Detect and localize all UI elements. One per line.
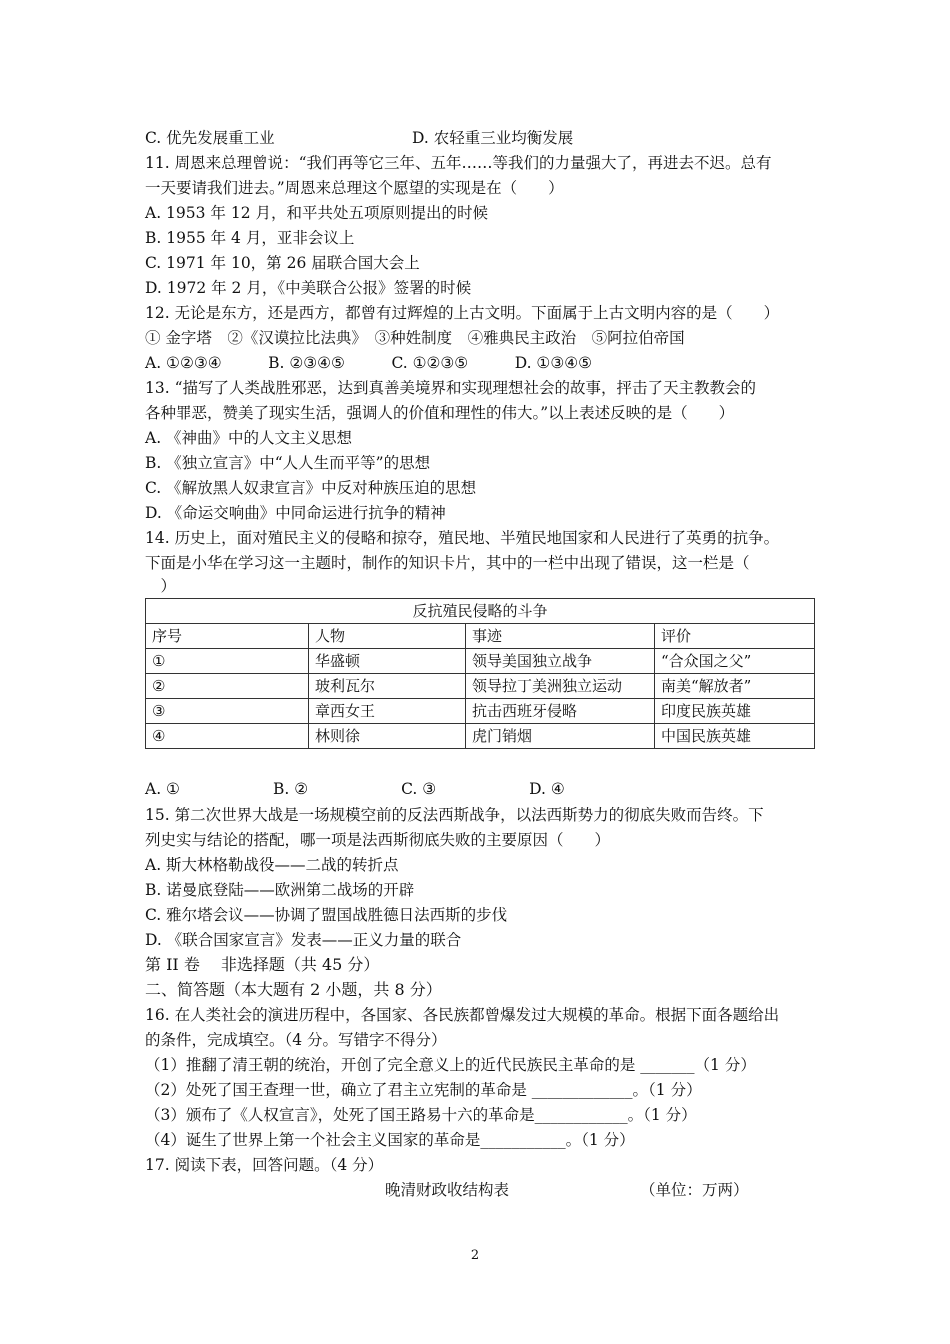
q14-stem-line3: ） xyxy=(145,577,177,595)
table-cell: 南美“解放者” xyxy=(655,674,815,699)
q13-option-d: D. 《命运交响曲》中同命运进行抗争的精神 xyxy=(145,504,446,522)
q17-unit: （单位：万两） xyxy=(640,1181,749,1199)
q16-item-3: （3）颁布了《人权宣言》，处死了国王路易十六的革命是____________。（1 分） xyxy=(145,1106,697,1124)
q15-stem-line2: 列史实与结论的搭配，哪一项是法西斯彻底失败的主要原因（ ） xyxy=(145,831,611,849)
table-cell: 虎门销烟 xyxy=(466,724,655,749)
q11-option-b: B. 1955 年 4 月，亚非会议上 xyxy=(145,229,355,247)
q12-items: ① 金字塔 ②《汉谟拉比法典》 ③种姓制度 ④雅典民主政治 ⑤阿拉伯帝国 xyxy=(145,329,685,347)
table-header-row xyxy=(146,624,815,649)
q14-stem-line1: 14. 历史上，面对殖民主义的侵略和掠夺，殖民地、半殖民地国家和人民进行了英勇的抗争。 xyxy=(145,529,780,547)
page-number: 2 xyxy=(470,1248,480,1263)
table-cell: “合众国之父” xyxy=(655,649,815,674)
table-cell: ② xyxy=(146,674,309,699)
q14-stem-line2: 下面是小华在学习这一主题时，制作的知识卡片，其中的一栏中出现了错误，这一栏是（ xyxy=(145,554,750,572)
q13-option-c: C. 《解放黑人奴隶宣言》中反对种族压迫的思想 xyxy=(145,479,477,497)
q11-option-d: D. 1972 年 2 月，《中美联合公报》签署的时候 xyxy=(145,279,472,297)
table-cell: ③ xyxy=(146,699,309,724)
q15-option-d: D. 《联合国家宣言》发表——正义力量的联合 xyxy=(145,931,462,949)
q15-stem-line1: 15. 第二次世界大战是一场规模空前的反法西斯战争，以法西斯势力的彻底失败而告终。下 xyxy=(145,806,764,824)
table-row xyxy=(146,724,815,749)
q13-option-b: B. 《独立宣言》中“人人生而平等”的思想 xyxy=(145,454,431,472)
q11-stem-line1: 11. 周恩来总理曾说：“我们再等它三年、五年……等我们的力量强大了，再进去不迟。总有 xyxy=(145,154,772,172)
q16-item-2: （2）处死了国王查理一世，确立了君主立宪制的革命是 _____________。（1 分） xyxy=(145,1081,702,1099)
table-row xyxy=(146,699,815,724)
table-cell: 领导拉丁美洲独立运动 xyxy=(466,674,655,699)
q16-stem-line2: 的条件，完成填空。（4 分。写错字不得分） xyxy=(145,1031,447,1049)
table-cell: 抗击西班牙侵略 xyxy=(466,699,655,724)
header-cell: 人物 xyxy=(309,624,466,649)
q12-options: A. ①②③④ B. ②③④⑤ C. ①②③⑤ D. ①③④⑤ xyxy=(145,354,593,372)
table-cell: ① xyxy=(146,649,309,674)
q11-option-a: A. 1953 年 12 月，和平共处五项原则提出的时候 xyxy=(145,204,488,222)
q15-option-a: A. 斯大林格勒战役——二战的转折点 xyxy=(145,856,399,874)
q16-item-1: （1）推翻了清王朝的统治，开创了完全意义上的近代民族民主革命的是 _______（1 分） xyxy=(145,1056,756,1074)
table-cell: ④ xyxy=(146,724,309,749)
q15-option-b: B. 诺曼底登陆——欧洲第二战场的开辟 xyxy=(145,881,415,899)
q14-options: A. ① B. ② C. ③ D. ④ xyxy=(145,780,565,798)
q13-stem-line1: 13. “描写了人类战胜邪恶，达到真善美境界和实现理想社会的故事，抨击了天主教教会的 xyxy=(145,379,757,397)
q16-stem-line1: 16. 在人类社会的演进历程中，各国家、各民族都曾爆发过大规模的革命。根据下面各题给出 xyxy=(145,1006,780,1024)
section-title: 第 II 卷 非选择题（共 45 分） xyxy=(145,955,380,974)
table-cell: 章西女王 xyxy=(309,699,466,724)
header-cell: 序号 xyxy=(146,624,309,649)
q13-option-a: A. 《神曲》中的人文主义思想 xyxy=(145,429,353,447)
q12-stem: 12. 无论是东方，还是西方，都曾有过辉煌的上古文明。下面属于上古文明内容的是（ ） xyxy=(145,304,780,322)
q16-item-4: （4）诞生了世界上第一个社会主义国家的革命是___________。（1 分） xyxy=(145,1131,635,1149)
q17-stem: 17. 阅读下表，回答问题。（4 分） xyxy=(145,1156,384,1174)
header-cell: 评价 xyxy=(655,624,815,649)
knowledge-card-table xyxy=(145,598,815,749)
q10-option-d: D. 农轻重三业均衡发展 xyxy=(412,129,574,147)
q17-table-title: 晚清财政收结构表 xyxy=(385,1181,510,1199)
table-cell: 印度民族英雄 xyxy=(655,699,815,724)
table-cell: 中国民族英雄 xyxy=(655,724,815,749)
header-cell: 事迹 xyxy=(466,624,655,649)
table-cell: 华盛顿 xyxy=(309,649,466,674)
table-cell: 林则徐 xyxy=(309,724,466,749)
table-cell: 玻利瓦尔 xyxy=(309,674,466,699)
q10-option-c: C. 优先发展重工业 xyxy=(145,129,275,147)
section-subtitle: 二、简答题（本大题有 2 小题，共 8 分） xyxy=(145,980,442,999)
q15-option-c: C. 雅尔塔会议——协调了盟国战胜德日法西斯的步伐 xyxy=(145,906,508,924)
table-row xyxy=(146,649,815,674)
table-caption: 反抗殖民侵略的斗争 xyxy=(146,599,815,624)
q11-option-c: C. 1971 年 10，第 26 届联合国大会上 xyxy=(145,254,420,272)
q13-stem-line2: 各种罪恶，赞美了现实生活，强调人的价值和理性的伟大。”以上表述反映的是（ ） xyxy=(145,404,735,422)
table-cell: 领导美国独立战争 xyxy=(466,649,655,674)
table-row xyxy=(146,674,815,699)
q11-stem-line2: 一天要请我们进去。”周恩来总理这个愿望的实现是在（ ） xyxy=(145,179,564,197)
